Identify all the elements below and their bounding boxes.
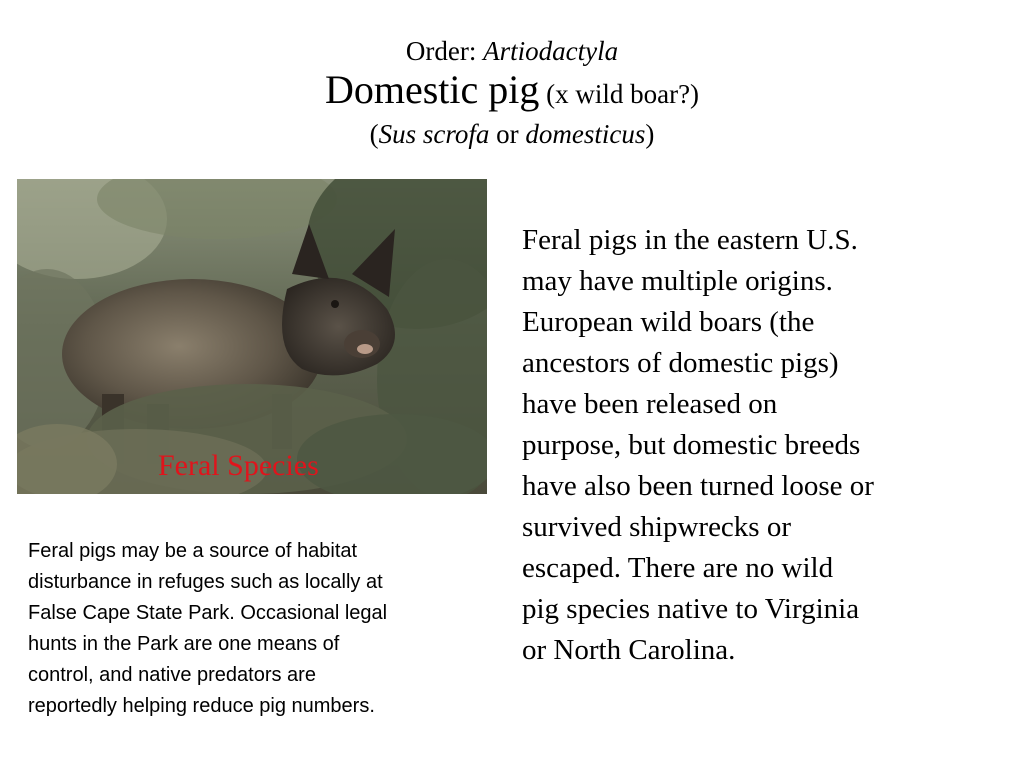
right-paragraph-line: survived shipwrecks or (522, 511, 792, 543)
paren-open: ( (369, 119, 379, 149)
left-paragraph-line: control, and native predators are (28, 664, 316, 686)
order-value: Artiodactyla (483, 36, 619, 66)
feral-pig-photo (17, 179, 487, 494)
main-title-line (0, 68, 1024, 116)
scientific-variant: domesticus (525, 119, 646, 149)
right-paragraph-line: European wild boars (the (522, 306, 815, 338)
scientific-genus: Sus scrofa (378, 119, 490, 149)
right-paragraph-line: Feral pigs in the eastern U.S. (522, 224, 858, 256)
scientific-name-line (0, 116, 1024, 152)
left-paragraph-line: reportedly helping reduce pig numbers. (28, 695, 375, 717)
right-paragraph-line: escaped. There are no wild (522, 552, 834, 584)
left-paragraph-line: hunts in the Park are one means of (28, 633, 340, 655)
left-paragraph (28, 536, 493, 722)
order-line (0, 34, 1024, 68)
right-paragraph (522, 220, 992, 671)
main-title: Domestic pig (324, 67, 540, 112)
paren-close: ) (645, 119, 655, 149)
left-paragraph-line: disturbance in refuges such as locally at (28, 571, 383, 593)
left-paragraph-line: Feral pigs may be a source of habitat (28, 540, 358, 562)
slide-title (0, 34, 1024, 152)
order-label: Order: (405, 36, 484, 66)
right-paragraph-line: or North Carolina. (522, 634, 736, 666)
right-paragraph-line: purpose, but domestic breeds (522, 429, 861, 461)
main-title-sub: (x wild boar?) (539, 79, 700, 109)
right-paragraph-line: have been released on (522, 388, 778, 420)
photo-caption: Feral Species (158, 449, 319, 482)
right-paragraph-line: have also been turned loose or (522, 470, 874, 502)
left-paragraph-line: False Cape State Park. Occasional legal (28, 602, 388, 624)
right-paragraph-line: may have multiple origins. (522, 265, 833, 297)
right-paragraph-line: ancestors of domestic pigs) (522, 347, 839, 379)
or-word: or (489, 119, 526, 149)
right-paragraph-line: pig species native to Virginia (522, 593, 860, 625)
